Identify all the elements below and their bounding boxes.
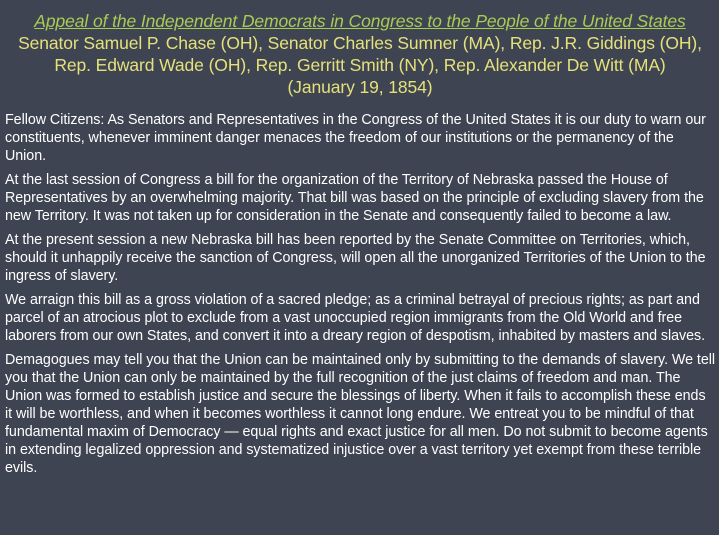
paragraph-5: Demagogues may tell you that the Union can be maintained only by submitting to the demands of slavery. We tell you that the Union can only be maintained by the full recognition of the just claims of freedom and man. The Union was formed to establish justice and secure the blessings of liberty. When it fails to accomplish these ends it will be worthless, and when it becomes worthless it cannot long endure. We entreat you to be mindful of that fundamental maxim of Democracy — equal rights and exact justice for all men. Do not submit to become agents in extending legalized oppression and systematized injustice over a vast territory yet exempt from these terrible evils.	[5, 352, 716, 476]
document-body	[5, 111, 715, 477]
authors-line-1: Senator Samuel P. Chase (OH), Senator Charles Sumner (MA), Rep. J.R. Giddings (OH),	[18, 33, 702, 53]
authors-line-2: Rep. Edward Wade (OH), Rep. Gerritt Smith (NY), Rep. Alexander De Witt (MA)	[54, 55, 666, 75]
paragraph-2: At the last session of Congress a bill for the organization of the Territory of Nebraska passed the House of Representatives by an overwhelming majority. That bill was based on the principle of excluding slavery from the new Territory. It was not taken up for consideration in the Senate and consequently failed to become a law.	[5, 172, 704, 224]
date: (January 19, 1854)	[287, 77, 433, 97]
paragraph-3: At the present session a new Nebraska bill has been reported by the Senate Committee on Territories, which, should it unhappily receive the sanction of Congress, will open all the unorganized Territories of the Union to the ingress of slavery.	[5, 232, 706, 284]
header	[5, 10, 715, 98]
title-link[interactable]: Appeal of the Independent Democrats in Congress to the People of the United States	[34, 11, 686, 31]
paragraph-4: We arraign this bill as a gross violation of a sacred pledge; as a criminal betrayal of precious rights; as part and parcel of an atrocious plot to exclude from a vast unoccupied region immigrants from the Old World and free laborers from our own States, and convert it into a dreary region of despotism, inhabited by masters and slaves.	[5, 292, 706, 344]
paragraph-1: Fellow Citizens: As Senators and Representatives in the Congress of the United States it is our duty to warn our constituents, whenever imminent danger menaces the freedom of our institutions or the permanency of the Union.	[5, 112, 706, 164]
